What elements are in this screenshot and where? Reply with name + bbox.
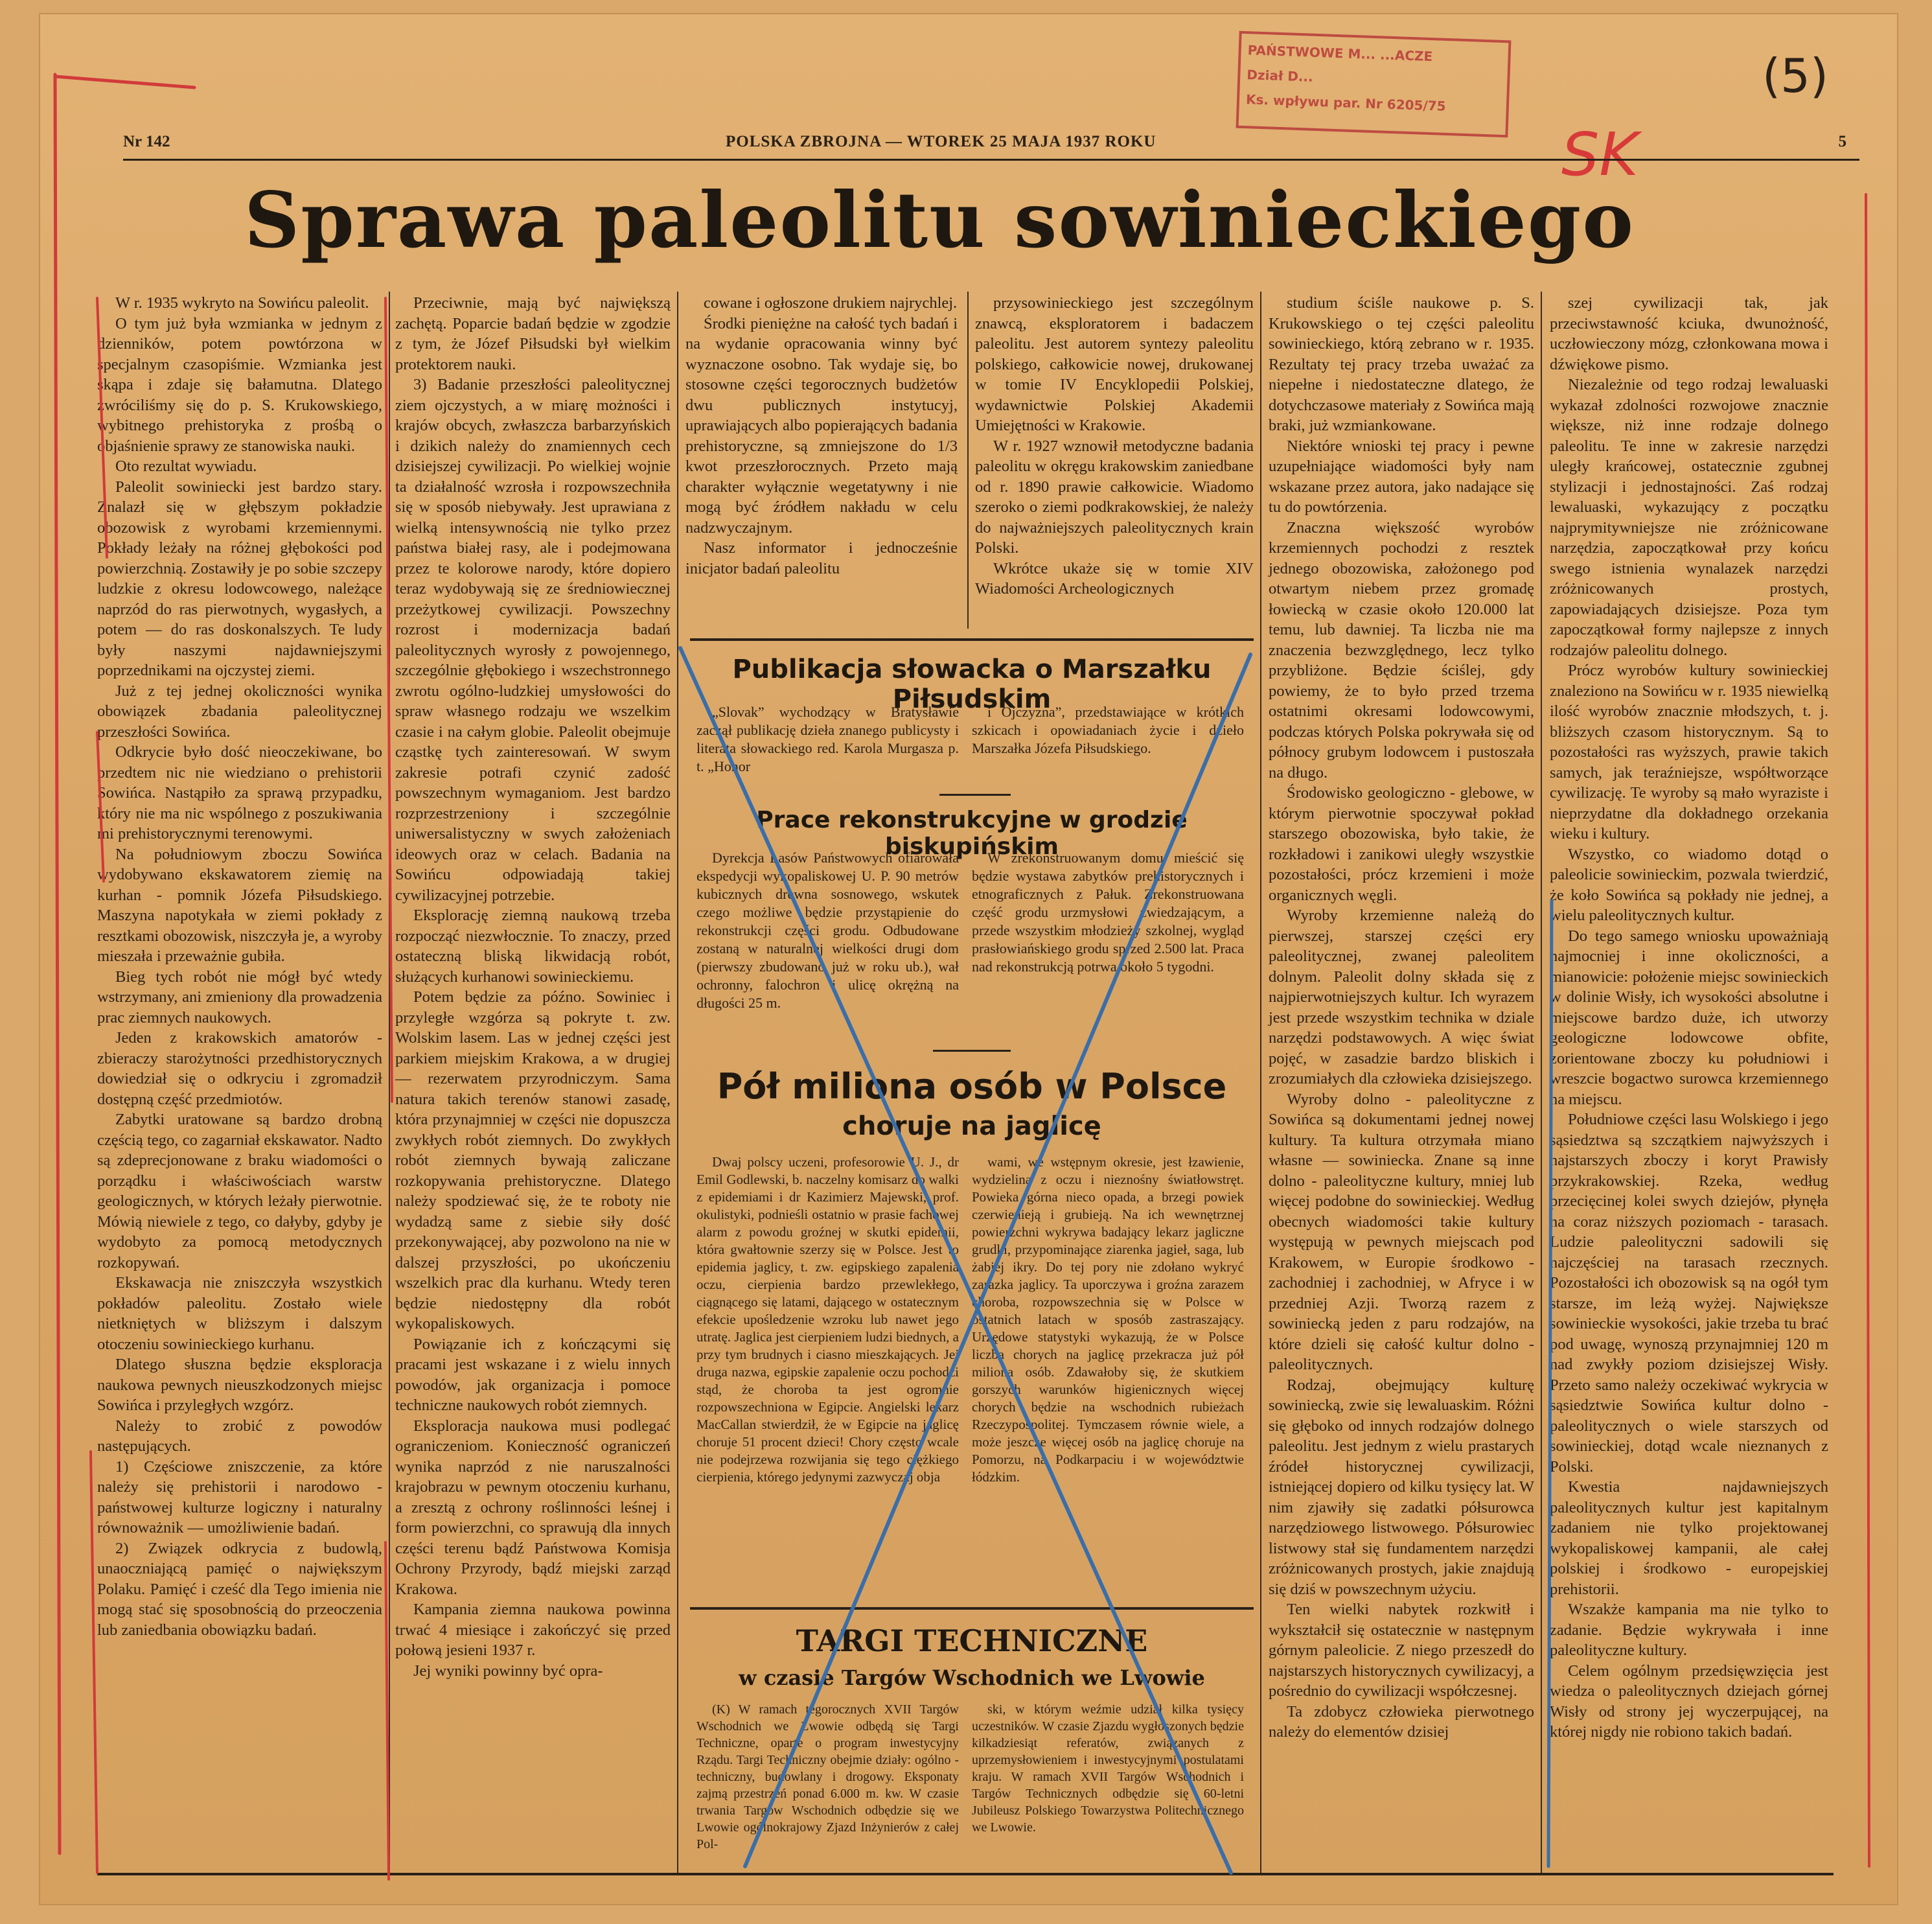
paragraph: Jej wyniki powinny być opra- xyxy=(413,1662,603,1680)
paragraph: Należy to zrobić z powodów następujących. xyxy=(97,1417,382,1455)
paragraph: Eksplorację ziemną naukową trzeba rozpocząć niezwłocznie. To znaczy, przed ostateczną bliską likwidacją robót, służących kurhanowi sowinieckiemu. xyxy=(395,907,671,986)
paragraph: przysowinieckiego jest szczególnym znawcą, eksploratorem i badaczem paleolitu. Jest autorem syntezy paleolitu polskiego, całkowicie nowej, drukowanej w tomie IV Encyklopedii Polskiej, wydawnictwie Polskiej Akademii Umiejętności w Krakowie. xyxy=(975,294,1254,434)
paragraph: Powiązanie ich z kończącymi się pracami jest wskazane i z wielu innych powodów, jak organizacja i pomoce techniczne naukowych robót ziemnych. xyxy=(395,1335,671,1414)
fair-subheadline: w czasie Targów Wschodnich we Lwowie xyxy=(739,1665,1205,1690)
paragraph: Na południowym zboczu Sowińca wydobywano ekskawatorem ziemię na kurhan - pomnik Józefa Piłsudskiego. Maszyna napotykała w ziemi pokłady z resztkami obozowisk, niszczyła je, a wyroby mieszała i przeważnie gubiła. xyxy=(97,845,382,965)
paragraph: Celem ogólnym przedsięwzięcia jest wiedza o paleolitycznych dziejach górnej Wisły od strony jej wyczerpującej, na której nigdy nie robiono takich badań. xyxy=(1550,1662,1828,1741)
red-margin-mark xyxy=(97,298,107,557)
stamp-line-3: Ks. wpływu par. Nr 6205/75 xyxy=(1245,91,1446,114)
reconstruction-paragraph-left: Dyrekcja Lasów Państwowych ofiarowała ekspedycji wykopaliskowej U. P. 90 metrów kubicznych drewna sosnowego, wskutek czego możliwe będzie przystąpienie do rekonstrukcji części grodu. Odbudowane zostaną w naturalnej wielkości drugi dom (pierwszy zbudowano już w roku ub.), wał ochronny, falochron i ulicę okrężną na długości 25 m. xyxy=(696,850,959,1011)
paragraph: Wyroby dolno - paleolityczne z Sowińca są dokumentami jednej nowej kultury. Ta kultura otrzymała miano własne — sowiniecka. Znane są inne dolno - paleolityczne kultury, mniej lub więcej podobne do sowinieckiej. Według obecnych wiadomości takie kultury występują w pewnych miejscach pod Krakowem, w Europie środkowo - zachodniej i zachodniej, w Afryce i w przedniej Azji. Tworzą razem z sowiniecką jeden z paru rodzajów, na które dzieli się całość kultur dolno - paleolitycznych. xyxy=(1269,1090,1534,1373)
blue-cross-mark xyxy=(680,648,1231,1873)
handwritten-initials: SK xyxy=(1561,120,1639,189)
paragraph: 3) Badanie przeszłości paleolitycznej ziem ojczystych, a w miarę możności i krajów obcych, zwłaszcza barbarzyńskich i dzikich należy do znamiennych cech dzisiejszej cywilizacji. Po wielkiej wojnie ta działalność wzrosła i rozpowszechniła się w sposób niebywały. Jest uprawiana z wielką intensywnością nie tylko przez państwa białej rasy, ale i podejmowana przez te kolorowe narody, które dopiero teraz wydobywają się ze średniowiecznej przeżytkowej cywilizacji. Powszechny rozrost i modernizacja badań paleolitycznych wyrosły z powojennego, szczególnie głębokiego i wszechstronnego zwrotu ogólno-ludzkiej umysłowości do spraw własnego rodzaju we wszelkim czasie i na całym globie. Paleolit obejmuje cząstkę tych zainteresowań. W swym zakresie potrafi czynić zadość powszechnym wymaganiom. Jest bardzo rozprzestrzeniony i szczególnie uniwersalistyczny w swych założeniach ideowych oraz w celach. Badania na Sowińcu odpowiadają takiej cywilizacyjnej potrzebie. xyxy=(395,376,671,904)
paragraph: Południowe części lasu Wolskiego i jego sąsiedztwa są szczątkiem najwyższych i najstarszych zboczy i koryt Prawisły przykrakowskiej. Rzeka, według przecięcinej kolei swych dziejów, płynęła na coraz niższych poziomach - tarasach. Ludzie paleolityczni sadowili się najczęściej na tarasach rzecznych. Pozostałości ich obozowisk są na ogół tym starsze, im leżą wyżej. Największe sowinieckie wysokości, jakie trzeba tu brać pod uwagę, wynoszą przynajmniej 120 m nad zwykły poziom dzisiejszej Wisły. Przeto samo należy oczekiwać wykrycia w sąsiedztwie Sowińca kultur dolno - paleolitycznych o wiele starszych od sowinieckiej, dotąd wcale nieznanych z Polski. xyxy=(1550,1111,1828,1476)
paragraph: Bieg tych robót nie mógł być wtedy wstrzymany, ani zmieniony dla prowadzenia prac ziemnych naukowych. xyxy=(97,968,382,1026)
reconstruction-paragraph-right: W zrekonstruowanym domu mieścić się będzie wystawa zabytków prehistorycznych i etnograficznych z Pałuk. Zrekonstruowana część grodu urzmysłowi zwiedzającym, a przede wszystkim młodzieży szkolnej, wygląd prasłowiańskiego grodu sprzed 2.500 lat. Praca nad rekonstrukcją potrwa około 5 tygodni. xyxy=(972,850,1244,975)
fair-headline: TARGI TECHNICZNE xyxy=(796,1623,1148,1658)
paragraph: 1) Częściowe zniszczenie, za które należy się prehistorii i narodowo - państwowej kulturze logiczny i naturalny równoważnik — umożliwienie badań. xyxy=(97,1457,382,1536)
paragraph: Kwestia najdawniejszych paleolitycznych kultur jest kapitalnym zadaniem nie tylko projektowanej wykopaliskowej kampanii, ale całej polskiej i środkowo - europejskiej prehistorii. xyxy=(1550,1478,1828,1598)
red-margin-mark xyxy=(1866,194,1869,1866)
trachoma-paragraph-left: Dwaj polscy uczeni, profesorowie U. J., dr Emil Godlewski, b. naczelny komisarz do walki z epidemiami i dr Kazimierz Majewski, prof. okulistyki, podnieśli ostatnio w prasie fachowej alarm z powodu groźnej w skutki epidemii, która gwałtownie szerzy się w Polsce. Jest to epidemia jaglicy, t. zw. egipskiego zapalenia oczu, cierpienia bardzo przewlekłego, ciągnącego się latami, dającego w ostatecznym efekcie upośledzenie wzroku lub nawet jego utratę. Jaglica jest cierpieniem ludzi biednych, a przy tym brudnych i ciasno mieszkających. Jej druga nazwa, egipskie zapalenie oczu pochodzi stąd, że choroba ta jest ogromnie rozpowszechniona w Egipcie. Angielski lekarz MacCallan stwierdził, że w Egipcie na jaglicę choruje 51 procent dzieci! Chory często wcale nie podejrzewa rozwijania się tego ciężkiego cierpienia, którego jedynymi zazwyczaj obja xyxy=(696,1154,959,1485)
paragraph: Niezależnie od tego rodzaj lewaluaski wykazał zdolności rozwojowe znacznie większe, niż inne rodzaje dolnego paleolitu. Te inne w zakresie narzędzi uległy krańcowej, ostatecznie zgubnej stylizacji i jednostajności. Zaś rodzaj lewaluaski, wykazujący z początku najprymitywniejsze nie zróżnicowane narzędzia, zapoczątkował przy końcu swego istnienia wynalazek narzędzi zróżnicowanych prostych, zapowiadających dzisiejsze. Poza tym zapoczątkował formy najlepsze z innych rodzajów paleolitu dolnego. xyxy=(1550,376,1828,659)
paragraph: W r. 1927 wznowił metodyczne badania paleolitu w okręgu krakowskim zaniedbane od r. 1890 prawie całkowicie. Wiadomo szeroko o ziemi podkrakowskiej, że należy do najważniejszych paleolitycznych krain Polski. xyxy=(975,437,1254,557)
slovak-paragraph-left: „Slovak” wychodzący w Bratysławie zaczął publikację dzieła znanego publicysty i literata słowackiego red. Karola Murgasza p. t. „Honor xyxy=(696,704,959,774)
paragraph: W r. 1935 wykryto na Sowińcu paleolit. xyxy=(115,294,369,312)
red-bracket-mark xyxy=(55,76,194,87)
red-margin-mark xyxy=(97,732,104,881)
paragraph: Ekskawacja nie zniszczyła wszystkich pokładów paleolitu. Zostało wiele nietkniętych w bliższym i dalszym otoczeniu sowinieckiego kurhanu. xyxy=(97,1274,382,1353)
stamp-line-2: Dział D... xyxy=(1246,67,1314,85)
paragraph: Do tego samego wniosku upoważniają najmocniej i inne okoliczności, a mianowicie: położenie miejsc sowinieckich w dolinie Wisły, ich wysokości absolutne i miejscowe bardzo duże, ich utworzy geologiczne lodowcowe obfite, zorientowane zboczy ku południowi i wreszcie bogactwo surowca krzemiennego na miejscu. xyxy=(1550,927,1828,1108)
paragraph: Wyroby krzemienne należą do pierwszej, starszej części ery paleolitycznej, zwanej paleolitem dolnym. Paleolit dolny składa się z najpierwotniejszych kultur. Ich wyrazem jest przede wszystkim technika w dziale narzędzi podstawowych. A więc świat pojęć, w zasadzie bardzo bliskich i zrozumiałych dla człowieka dzisiejszego. xyxy=(1269,907,1534,1087)
paragraph: Dlatego słuszna będzie eksploracja naukowa pewnych nieuszkodzonych miejsc Sowińca i przyległych wzgórz. xyxy=(97,1356,382,1414)
paragraph: O tym już była wzmianka w jednym z dzienników, potem powtórzona w specjalnym czasopiśmie. Wzmianka jest skąpa i zdaje się bałamutna. Dlatego zwróciliśmy się do p. S. Krukowskiego, wybitnego prehistoryka z prośbą o objaśnienie sprawy ze stanowiska nauki. xyxy=(97,314,382,455)
paragraph: Oto rezultat wywiadu. xyxy=(115,458,257,475)
paragraph: szej cywilizacji tak, jak przeciwstawność kciuka, dwunożność, uczłowieczony mózg, członkowana mowa i dźwiękowe pismo. xyxy=(1550,294,1828,373)
paragraph: Środki pieniężne na całość tych badań i na wydanie opracowania winny być wyznaczone osobno. Tak wydaje się, bo stosowne części tegorocznych budżetów dwu publicznych instytucyj, uprawiających albo popierających badania prehistoryczne, są zmniejszone do 1/3 kwot przeszłorocznych. Przeto mają charakter wyłącznie wegetatywny i nie mogą być źródłem nakładu w celu nadzwyczajnym. xyxy=(685,314,958,537)
paragraph: Zabytki uratowane są bardzo drobną częścią tego, co zagarniał ekskawator. Nadto są zdeprecjonowane z braku wiadomości o porządku i właściwościach warstw geologicznych, w których leżały pierwotnie. Mówią niewiele z tego, co dałyby, gdyby je wydobyto za pomocą metodycznych rozkopywań. xyxy=(97,1111,382,1271)
paragraph: Rodzaj, obejmujący kulturę sowiniecką, zwie się lewaluaskim. Różni się głęboko od innych rodzajów dolnego paleolitu. Jest jednym z wielu prastarych źródeł historycznej cywilizacji, istniejącej dopiero od kilku tysięcy lat. W nim zjawiły się zadatki półsurowca narzędziowego listwowego. Półsurowiec listwowy stał się fundamentem narzędzi zróżnicowanych prostych, jakie znajdują się dziś w powszechnym użyciu. xyxy=(1269,1376,1534,1598)
fair-paragraph-right: ski, w którym weźmie udział kilka tysięcy uczestników. W czasie Zjazdu wygłoszonych będzie kilkadziesiąt referatów, związanych z uprzemysłowieniem i inwestycyjnymi postulatami kraju. W ramach XVII Targów Wschodnich i Targów Technicznych odbędzie się 60-letni Jubileusz Polskiego Towarzystwa Politechnicznego we Lwowie. xyxy=(972,1702,1244,1835)
paragraph: Nasz informator i jednocześnie inicjator badań paleolitu xyxy=(685,539,958,577)
paragraph: Prócz wyrobów kultury sowinieckiej znaleziono na Sowińcu w r. 1935 niewielką ilość wyrobów znacznie młodszych, t. j. bliższych czasom historycznym. Są to pozostałości ras wyższych, prawie takich samych, jak teraźniejsze, współtworzące cywilizację. Te wyroby są mało wyraziste i nieprzydatne dla dokładnego orzekania wieku i kultury. xyxy=(1550,662,1828,842)
reconstruction-headline: Prace rekonstrukcyjne w grodzie biskupińskim xyxy=(756,807,1188,860)
paragraph: Wkrótce ukaże się w tomie XIV Wiadomości Archeologicznych xyxy=(975,559,1254,597)
red-margin-mark xyxy=(385,298,392,1102)
paragraph: Ta zdobycz człowieka pierwotnego należy do elementów dzisiej xyxy=(1269,1702,1534,1741)
trachoma-subheadline: choruje na jaglicę xyxy=(842,1111,1101,1141)
paragraph: Paleolit sowiniecki jest bardzo stary. Znalazł się w głębszym pokładzie obozowisk z wyrobami krzemiennymi. Pokłady leżały na różnej głębokości pod powierzchnią. Zostawiły je po sobie szczepy ludzkie z okresu lodowcowego, należące naprzód do ras pierwotnych, wygasłych, a potem — do ras doskonalszych. Te ludy były naszymi najdawniejszymi poprzednikami na ojczystej ziemi. xyxy=(97,478,382,679)
paragraph: Niektóre wnioski tej pracy i pewne uzupełniające wiadomości były nam wskazane przez autora, jako nadające się tu do powtórzenia. xyxy=(1269,437,1534,516)
slovak-headline: Publikacja słowacka o Marszałku Piłsudskim xyxy=(732,655,1212,714)
paragraph: Już z tej jednej okoliczności wynika obowiązek zbadania paleolitycznej przeszłości Sowińca. xyxy=(97,682,382,741)
blue-cross-mark xyxy=(745,655,1250,1866)
red-margin-mark xyxy=(91,1452,97,1873)
paragraph: Eksploracja naukowa musi podlegać ograniczeniom. Konieczność ograniczeń wynika naprzód z nie naruszalności krajobrazu w pewnym otoczeniu kurhanu, a zresztą z ochrony roślinności leśnej i form powierzchni, co sprawują dla innych części terenu bądź Państwowa Komisja Ochrony Przyrody, bądź miejski zarząd Krakowa. xyxy=(395,1417,671,1598)
paragraph: Wszakże kampania ma nie tylko to zadanie. Będzie wykrywała i inne paleolityczne kultury. xyxy=(1550,1601,1828,1659)
stamp-line-1: PAŃSTWOWE M... ...ACZE xyxy=(1247,42,1433,65)
fair-paragraph-left: (K) W ramach tegorocznych XVII Targów Wschodnich we Lwowie odbędą się Targi Techniczne, oparte o program inwestycyjny Rządu. Targi Techniczny obejmie działy: ogólno - techniczny, budowlany i drogowy. Eksponaty zajmą przestrzeń ponad 6.000 m. kw. W czasie trwania Targów Wschodnich odbędzie się we Lwowie ogólnokrajowy Zjazd Inżynierów z całej Pol- xyxy=(696,1702,959,1851)
paragraph: Odkrycie było dość nieoczekiwane, bo przedtem nic nie wiedziano o prehistorii Sowińca. Nastąpiło za sprawą przypadku, który nie ma nic wspólnego z poszukiwania mi prehistorycznymi terenowymi. xyxy=(97,743,382,842)
paragraph: Wszystko, co wiadomo dotąd o paleolicie sowinieckim, pozwala twierdzić, że koło Sowińca są pokłady nie jednej, a wielu paleolitycznych kultur. xyxy=(1550,845,1828,924)
red-margin-mark xyxy=(385,1542,389,1879)
trachoma-headline: Pół miliona osób w Polsce xyxy=(717,1066,1227,1107)
page-number: 5 xyxy=(1838,133,1846,150)
trachoma-paragraph-right: wami, we wstępnym okresie, jest łzawienie, wydzielina z oczu i nieznośny światłowstręt. Powieka górna nieco opada, a brzegi powiek czerwienieją i grubieją. Na ich wewnętrznej powierzchni wykrywa badający lekarz jagliczne grudki, przypominające ziarenka jagieł, saga, lub żabiej ikry. Do tej pory nie zdołano wykryć zarazka jaglicy. Ta uporczywa i groźna zarazem choroba, rozpowszechnia się w Polsce w ostatnich latach w sposób zastraszający. Urzędowe statystyki wykazują, że w Polsce liczba chorych na jaglicę przekracza już pół miliona osób. Zdawałoby się, że skutkiem gorszych warunków higienicznych więcej chorych będzie na wschodnich rubieżach Rzeczypospolitej. Tymczasem równie wiele, a może jeszcze więcej osób na jaglicę choruje na Pomorzu, na Podkarpaciu i w województwie łódzkim. xyxy=(972,1154,1244,1485)
paragraph: Środowisko geologiczno - glebowe, w którym pierwotnie spoczywał pokład starszego obozowiska, było takie, że rozkładowi i zanikowi uległy wszystkie pozostałości, prócz krzemieni i może organicznych węgli. xyxy=(1269,784,1534,904)
paragraph: studium ściśle naukowe p. S. Krukowskiego o tej części paleolitu sowinieckiego, którą zebrano w r. 1935. Rezultaty tej pracy trzeba uważać za niepełne i niedostateczne dlatego, że dotychczasowe materiały z Sowińca mają braki, już wzmiankowane. xyxy=(1269,294,1534,434)
paragraph: Znaczna większość wyrobów krzemiennych pochodzi z resztek jednego obozowiska, założonego pod otwartym niebem przez gromadę łowiecką w czasie około 120.000 lat temu, lub dawniej. Ta liczba nie ma znaczenia bezwzględnego, lecz tylko przybliżone. Będzie ściślej, gdy powiemy, że to było przed trzema ostatnimi okresami lodowcowymi, podczas których Polska pokrywała się od północy grubym lodowcem i pustoszała na długo. xyxy=(1269,518,1534,782)
slovak-paragraph-right: i Ojczyzna”, przedstawiające w krótkich szkicach i opowiadaniach życie i dzieło Marszałka Józefa Piłsudskiego. xyxy=(972,704,1244,756)
masthead-title-date: POLSKA ZBROJNA — WTOREK 25 MAJA 1937 ROKU xyxy=(726,133,1156,150)
paragraph: Przeciwnie, mają być największą zachętą. Poparcie badań będzie w zgodzie z tym, że Józef Piłsudski był wielkim protektorem nauki. xyxy=(395,294,671,373)
paragraph: Kampania ziemna naukowa powinna trwać 4 miesiące i zakończyć się przed połową jesieni 1937 r. xyxy=(395,1601,671,1659)
issue-number: Nr 142 xyxy=(123,133,170,150)
article-headline: Sprawa paleolitu sowinieckiego xyxy=(244,175,1635,265)
paragraph: 2) Związek odkrycia z budowlą, unaoczniającą pamięć o największym Polaku. Pamięć i cześć dla Tego imienia nie mogą stać się sposobnością do przeoczenia lub zaniedbania obowiązku badań. xyxy=(97,1539,382,1639)
paragraph: Potem będzie za późno. Sowiniec i przyległe wzgórza są pokryte t. zw. Wolskim lasem. Las w jednej części jest parkiem miejskim Krakowa, a w drugiej — rezerwatem przyrodniczym. Sama natura takich terenów stanowi zasadę, która przynajmniej w części nie dopuszcza zwykłych robót ziemnych. Do zwykłych robót ziemnych bywają zaliczane rozkopywania prehistoryczne. Dlatego należy spodziewać się, że te roboty nie wydadzą same z siebie siły dość przekonywającej, aby pozwolono na nie w dalszej przyszłości, po ukończeniu wszelkich prac dla kurhanu. Wtedy teren będzie niedostępny dla robót wykopaliskowych. xyxy=(395,988,671,1332)
paragraph: cowane i ogłoszone drukiem najrychlej. xyxy=(704,294,958,312)
paragraph: Ten wielki nabytek rozkwitł i wykształcił się ostatecznie w następnym górnym paleolicie. Z niego przeszedł do najstarszych historycznych cywilizacyj, a pośrednio do cywilizacji współczesnej. xyxy=(1269,1601,1534,1700)
red-bracket-mark xyxy=(55,75,60,1853)
blue-bracket-mark xyxy=(1548,901,1552,1866)
paragraph: Jeden z krakowskich amatorów - zbieraczy starożytności przedhistorycznych dowiedział się o odkryciu i zgromadził dostępną część przedmiotów. xyxy=(97,1029,382,1108)
handwritten-page-number: (5) xyxy=(1762,49,1828,103)
